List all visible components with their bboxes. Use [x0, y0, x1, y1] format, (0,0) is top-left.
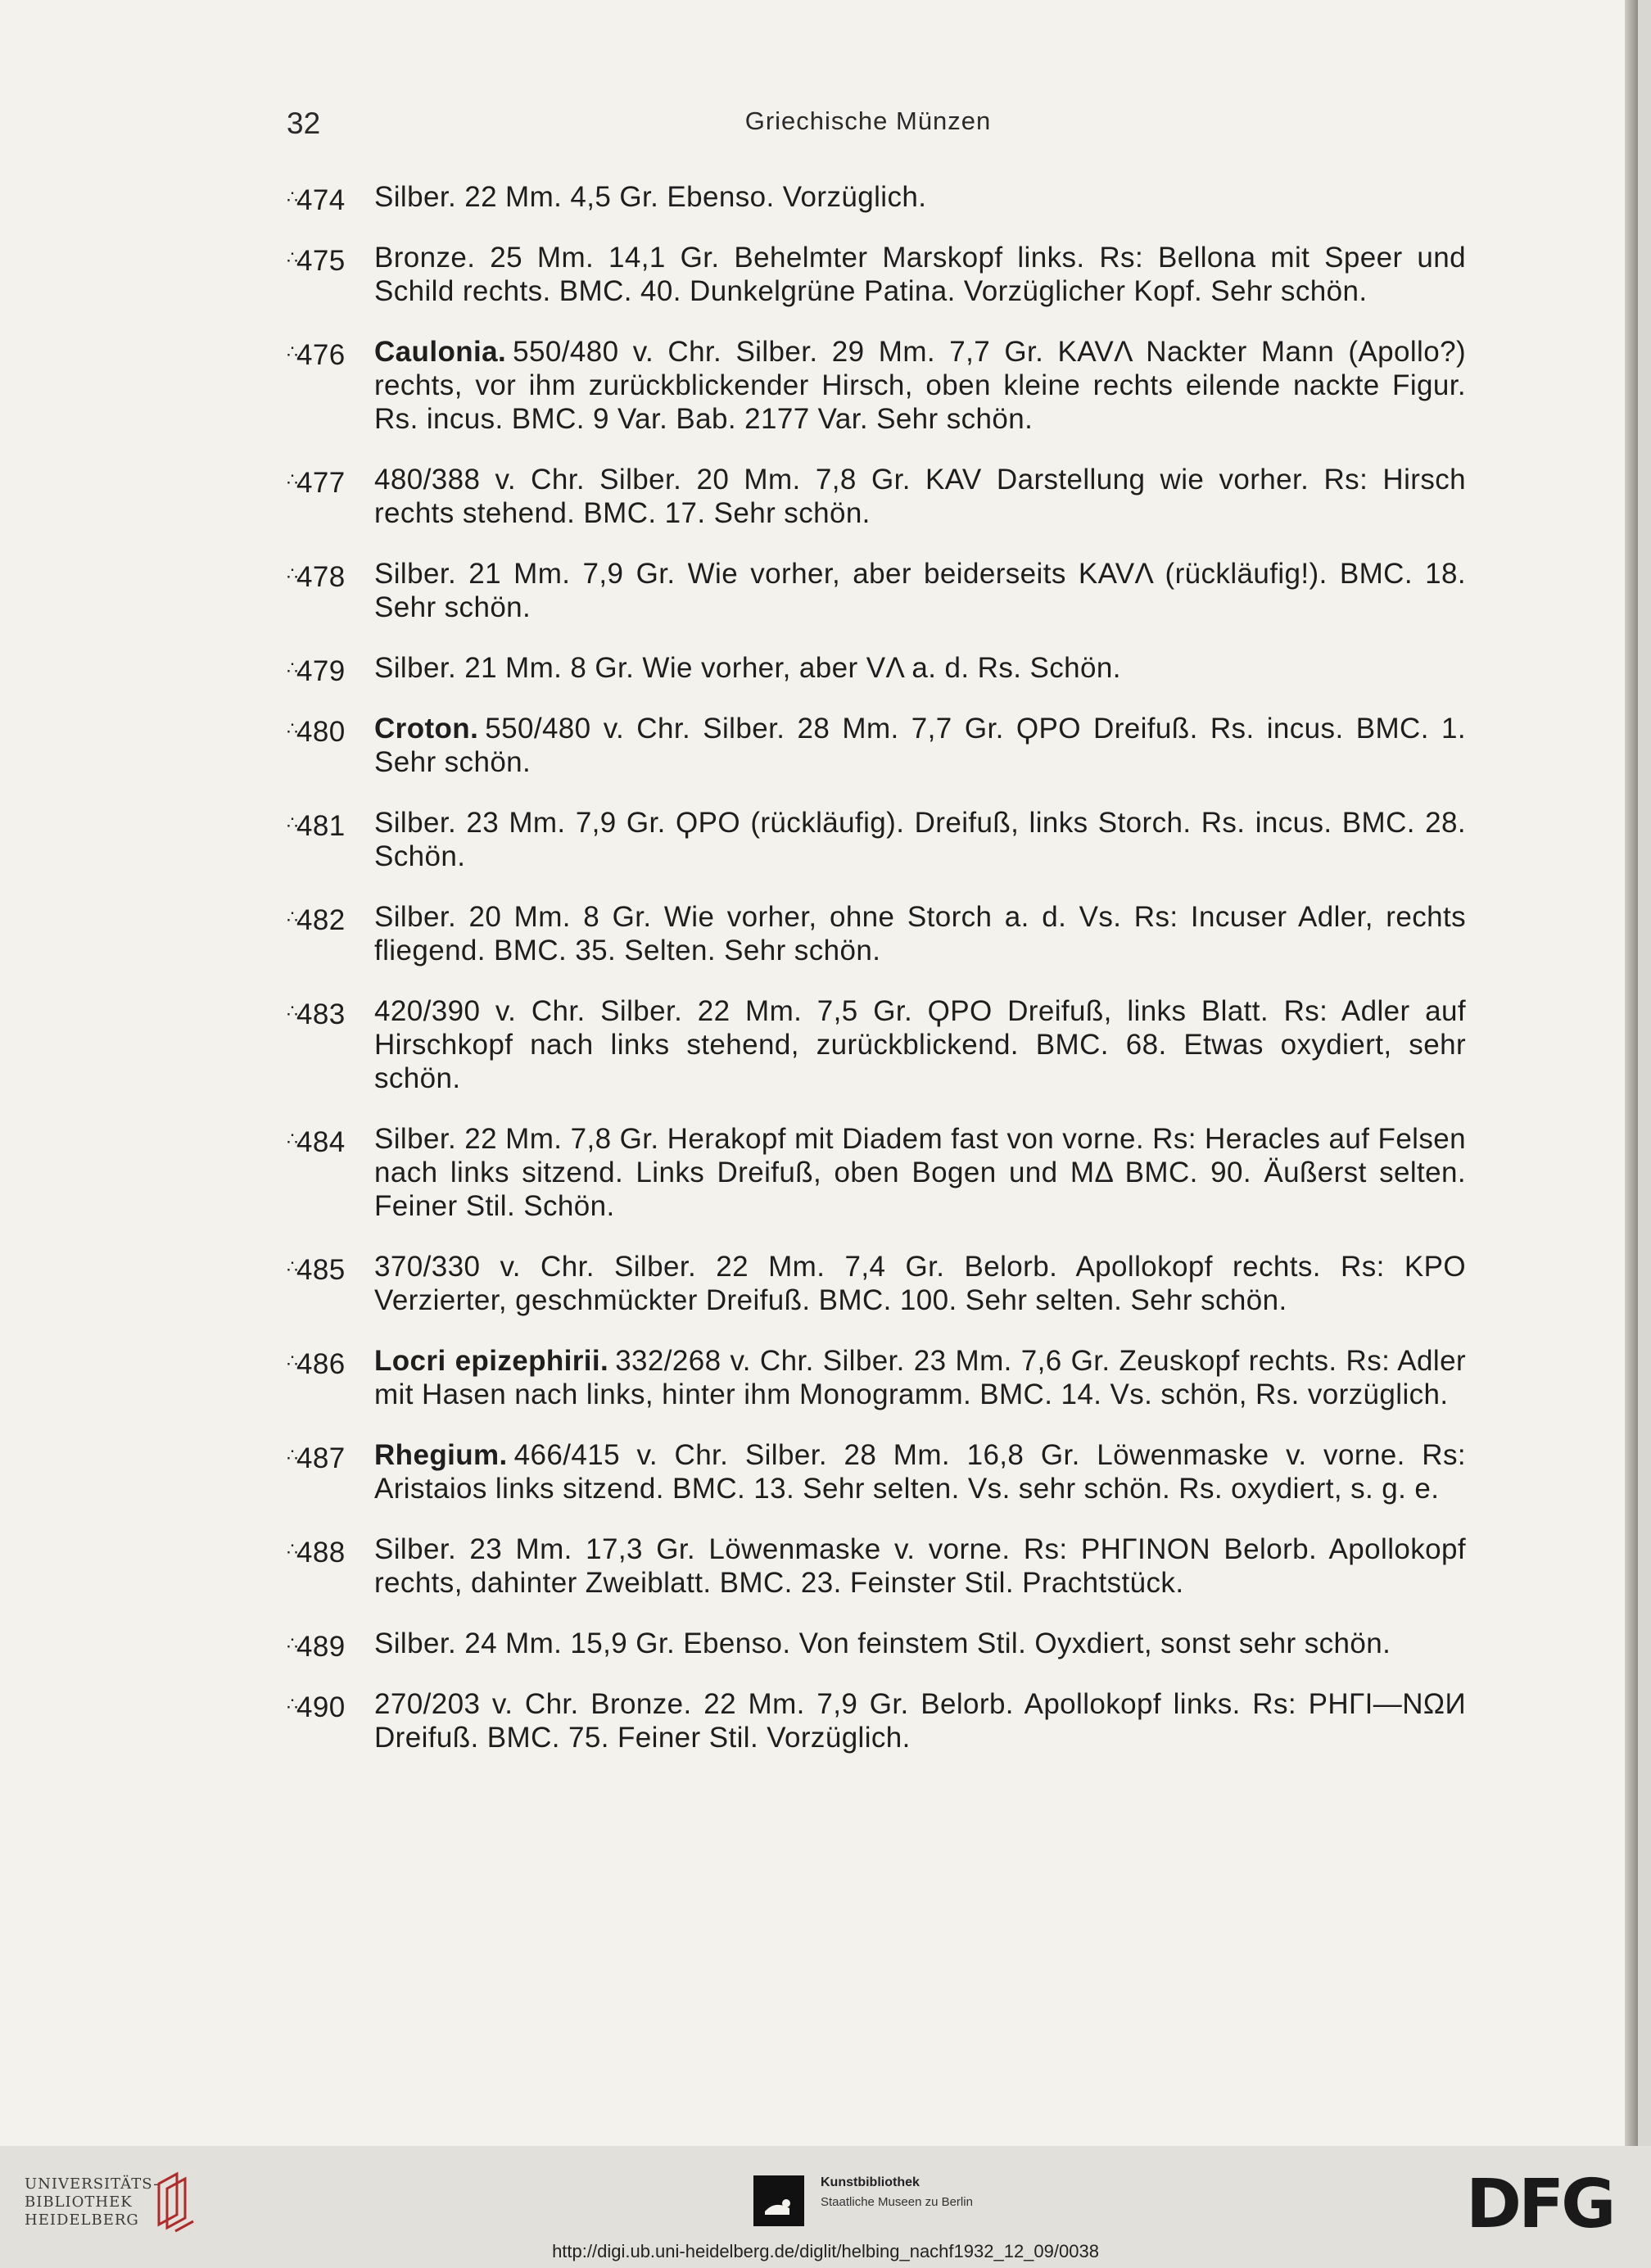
entry-description: Silber. 23 Mm. 7,9 Gr. ϘPO (rückläufig). Dreifuß, links Storch. Rs. incus. BMC. 28. Schön.: [374, 807, 1466, 872]
entry-number-text: 474: [296, 184, 346, 216]
catalogue-entry: [287, 557, 1466, 624]
lot-marker-icon: ∴: [287, 813, 296, 833]
catalogue-entry: [287, 1344, 1466, 1411]
entry-number-text: 487: [296, 1442, 346, 1474]
entry-description: 480/388 v. Chr. Silber. 20 Mm. 7,8 Gr. KAV Darstellung wie vorher. Rs: Hirsch rechts stehend. BMC. 17. Sehr schön.: [374, 464, 1466, 529]
catalogue-entries: [287, 180, 1466, 1781]
catalogue-entry: [287, 994, 1466, 1095]
entry-lot-number: [287, 241, 373, 278]
entry-number-text: 476: [296, 339, 346, 371]
catalogue-entry: [287, 806, 1466, 873]
entry-lot-number: [287, 335, 373, 372]
page-edge-shadow: [1625, 0, 1638, 2146]
lot-marker-icon: ∴: [287, 1129, 296, 1149]
dfg-logo[interactable]: DFG: [1466, 2166, 1613, 2243]
catalogue-entry: [287, 1122, 1466, 1223]
entry-description: 270/203 v. Chr. Bronze. 22 Mm. 7,9 Gr. Belorb. Apollokopf links. Rs: PHΓI—NΩИ Dreifuß. BMC. 75. Feiner Stil. Vorzüglich.: [374, 1688, 1466, 1754]
entry-lot-number: [287, 1687, 373, 1724]
lot-marker-icon: ∴: [287, 1694, 296, 1714]
kunstbibliothek-emblem-icon: [753, 2175, 804, 2226]
entry-number-text: 475: [296, 245, 346, 277]
ub-logo-line: HEIDELBERG: [25, 2211, 139, 2229]
catalogue-entry: [287, 1250, 1466, 1317]
viewer-footer: [0, 2146, 1651, 2268]
catalogue-entry: [287, 1532, 1466, 1600]
catalogue-entry: [287, 335, 1466, 436]
entry-lot-number: [287, 806, 373, 843]
entry-number-text: 490: [296, 1691, 346, 1723]
catalogue-entry: [287, 463, 1466, 530]
entry-lot-number: [287, 557, 373, 594]
lot-marker-icon: ∴: [287, 718, 296, 739]
entry-lot-number: [287, 994, 373, 1031]
entry-number-text: 477: [296, 467, 346, 499]
lot-marker-icon: ∴: [287, 1539, 296, 1560]
page-header: [0, 106, 1638, 147]
catalogue-entry: [287, 1438, 1466, 1505]
entry-number-text: 481: [296, 810, 346, 842]
catalogue-entry: [287, 651, 1466, 685]
entry-lot-number: [287, 1250, 373, 1287]
page-number: 32: [287, 106, 321, 140]
catalogue-entry: [287, 1627, 1466, 1663]
entry-lot-number: [287, 180, 373, 217]
lot-marker-icon: ∴: [287, 342, 296, 362]
lot-marker-icon: ∴: [287, 1633, 296, 1654]
entry-description: Silber. 22 Mm. 4,5 Gr. Ebenso. Vorzüglich.: [374, 181, 927, 213]
entry-number-text: 489: [296, 1631, 346, 1663]
permalink-url[interactable]: http://digi.ub.uni-heidelberg.de/diglit/helbing_nachf1932_12_09/0038: [552, 2241, 1099, 2261]
entry-lot-number: [287, 463, 373, 500]
catalogue-entry: [287, 241, 1466, 308]
lot-marker-icon: ∴: [287, 1256, 296, 1277]
catalogue-entry: [287, 712, 1466, 779]
entry-lot-number: [287, 1122, 373, 1159]
entry-mint-name: Rhegium.: [374, 1439, 508, 1471]
entry-number-text: 484: [296, 1126, 346, 1158]
running-title: Griechische Münzen: [744, 106, 992, 135]
ub-logo-line: BIBLIOTHEK: [25, 2193, 133, 2211]
entry-description: Silber. 23 Mm. 17,3 Gr. Löwenmaske v. vorne. Rs: PHΓINON Belorb. Apollokopf rechts, dahinter Zweiblatt. BMC. 23. Feinster Stil. Prachtstück.: [374, 1533, 1466, 1599]
lot-marker-icon: ∴: [287, 1001, 296, 1021]
catalogue-entry: [287, 900, 1466, 967]
catalogue-entry: [287, 1687, 1466, 1754]
entry-lot-number: [287, 651, 373, 688]
entry-number-text: 483: [296, 998, 346, 1030]
ub-heidelberg-logo[interactable]: [25, 2175, 159, 2230]
entry-description: Bronze. 25 Mm. 14,1 Gr. Behelmter Marskopf links. Rs: Bellona mit Speer und Schild rechts. BMC. 40. Dunkelgrüne Patina. Vorzüglicher Kopf. Sehr schön.: [374, 242, 1466, 307]
lot-marker-icon: ∴: [287, 658, 296, 678]
entry-description: Silber. 22 Mm. 7,8 Gr. Herakopf mit Diadem fast von vorne. Rs: Heracles auf Felsen nach links sitzend. Links Dreifuß, oben Bogen und MΔ BMC. 90. Äußerst selten. Feiner Stil. Schön.: [374, 1123, 1466, 1222]
lot-marker-icon: ∴: [287, 564, 296, 584]
lot-marker-icon: ∴: [287, 1445, 296, 1465]
entry-lot-number: [287, 1627, 373, 1664]
lot-marker-icon: ∴: [287, 469, 296, 490]
entry-description: 550/480 v. Chr. Silber. 29 Mm. 7,7 Gr. KAVΛ Nackter Mann (Apollo?) rechts, vor ihm zurückblickender Hirsch, oben kleine rechts eilende nackte Figur. Rs. incus. BMC. 9 Var. Bab. 2177 Var. Sehr schön.: [374, 336, 1466, 435]
entry-lot-number: [287, 1438, 373, 1475]
kunstbibliothek-logo[interactable]: [753, 2175, 973, 2230]
entry-description: 332/268 v. Chr. Silber. 23 Mm. 7,6 Gr. Zeuskopf rechts. Rs: Adler mit Hasen nach links, hinter ihm Monogramm. BMC. 14. Vs. schön, Rs. vorzüglich.: [374, 1345, 1466, 1410]
entry-description: 550/480 v. Chr. Silber. 28 Mm. 7,7 Gr. ϘPO Dreifuß. Rs. incus. BMC. 1. Sehr schön.: [374, 713, 1466, 778]
kb-subtitle: Staatliche Museen zu Berlin: [821, 2195, 973, 2209]
lot-marker-icon: ∴: [287, 1351, 296, 1371]
entry-description: Silber. 24 Mm. 15,9 Gr. Ebenso. Von feinstem Stil. Oyxdiert, sonst sehr schön.: [374, 1627, 1391, 1659]
entry-lot-number: [287, 1532, 373, 1569]
entry-description: 466/415 v. Chr. Silber. 28 Mm. 16,8 Gr. Löwenmaske v. vorne. Rs: Aristaios links sitzend. BMC. 13. Sehr selten. Vs. sehr schön. Rs. oxydiert, s. g. e.: [374, 1439, 1466, 1505]
entry-mint-name: Locri epizephirii.: [374, 1345, 609, 1377]
entry-lot-number: [287, 712, 373, 749]
catalogue-entry: [287, 180, 1466, 214]
ub-emblem-icon: [152, 2167, 201, 2233]
entry-description: Silber. 21 Mm. 7,9 Gr. Wie vorher, aber beiderseits KAVΛ (rückläufig!). BMC. 18. Sehr schön.: [374, 558, 1466, 623]
entry-description: 370/330 v. Chr. Silber. 22 Mm. 7,4 Gr. Belorb. Apollokopf rechts. Rs: KPO Verzierter, geschmückter Dreifuß. BMC. 100. Sehr selten. Sehr schön.: [374, 1251, 1466, 1316]
lot-marker-icon: ∴: [287, 247, 296, 268]
entry-description: 420/390 v. Chr. Silber. 22 Mm. 7,5 Gr. ϘPO Dreifuß, links Blatt. Rs: Adler auf Hirschkopf nach links stehend, zurückblickend. BMC. 68. Etwas oxydiert, sehr schön.: [374, 995, 1466, 1094]
entry-mint-name: Croton.: [374, 713, 479, 745]
lot-marker-icon: ∴: [287, 187, 296, 207]
kb-title: Kunstbibliothek: [821, 2175, 920, 2189]
entry-mint-name: Caulonia.: [374, 336, 507, 368]
entry-number-text: 486: [296, 1348, 346, 1380]
lot-marker-icon: ∴: [287, 907, 296, 927]
entry-number-text: 488: [296, 1537, 346, 1569]
entry-lot-number: [287, 900, 373, 937]
entry-number-text: 482: [296, 904, 346, 936]
entry-lot-number: [287, 1344, 373, 1381]
entry-number-text: 485: [296, 1254, 346, 1286]
entry-number-text: 478: [296, 561, 346, 593]
entry-number-text: 480: [296, 716, 346, 748]
entry-description: Silber. 21 Mm. 8 Gr. Wie vorher, aber VΛ a. d. Rs. Schön.: [374, 652, 1121, 684]
entry-number-text: 479: [296, 655, 346, 687]
entry-description: Silber. 20 Mm. 8 Gr. Wie vorher, ohne Storch a. d. Vs. Rs: Incuser Adler, rechts fliegend. BMC. 35. Selten. Sehr schön.: [374, 901, 1466, 967]
ub-logo-line: UNIVERSITÄTS-: [25, 2175, 160, 2193]
